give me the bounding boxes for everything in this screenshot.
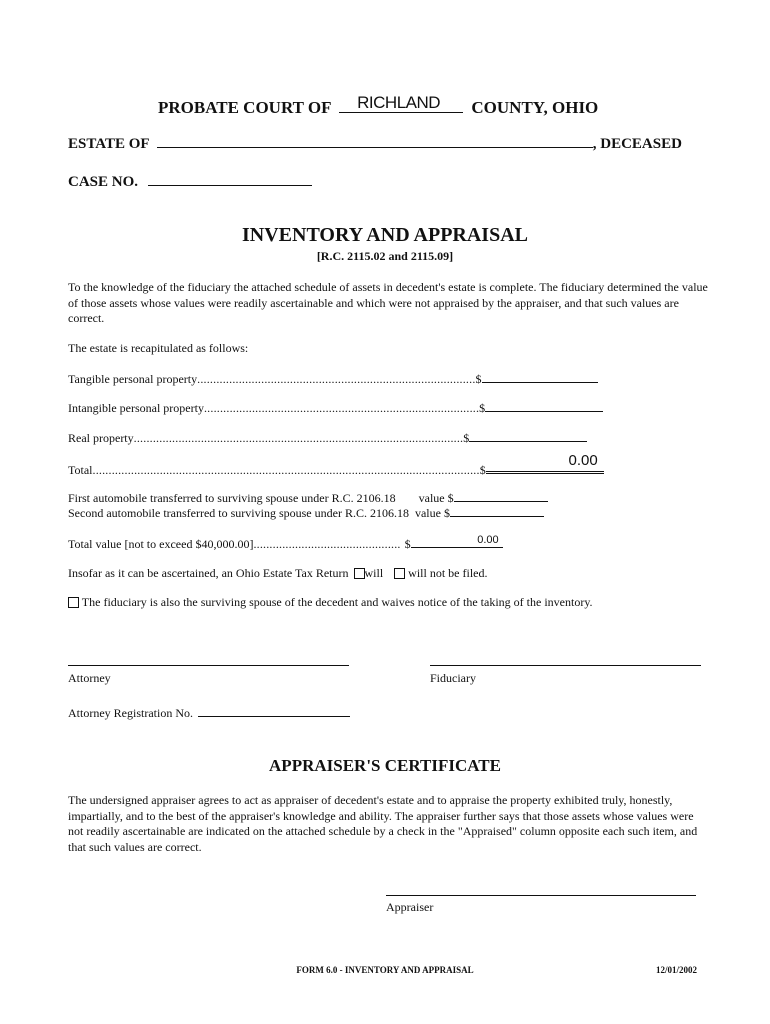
first-automobile-label: First automobile transferred to surviving spouse under R.C. 2106.18 — [68, 491, 396, 505]
county-field[interactable] — [339, 94, 463, 113]
court-suffix: COUNTY, OHIO — [471, 98, 599, 117]
leader-dots: .............................................. — [253, 537, 401, 551]
will-checkbox[interactable] — [354, 568, 365, 579]
leader-dots: ....................................................................................... — [197, 372, 476, 386]
court-prefix: PROBATE COURT OF — [158, 98, 331, 117]
first-automobile-value-label: value $ — [418, 491, 454, 505]
statute-reference: [R.C. 2115.02 and 2115.09] — [316, 249, 454, 263]
will-not-checkbox[interactable] — [394, 568, 405, 579]
intangible-label: Intangible personal property — [68, 401, 204, 415]
attorney-signature-line[interactable] — [68, 665, 349, 666]
spouse-waiver-text: The fiduciary is also the surviving spouse of the decedent and waives notice of the taking of the inventory. — [81, 595, 593, 609]
leader-dots: ......................................................................................................................... — [92, 463, 480, 477]
will-not-label: will not be filed. — [408, 566, 488, 580]
case-number-field[interactable] — [148, 171, 312, 186]
real-property-value-field[interactable] — [469, 430, 587, 442]
tangible-row — [68, 371, 598, 387]
spouse-waiver-row — [68, 595, 593, 610]
certificate-body: The undersigned appraiser agrees to act as appraiser of decedent's estate and to appraise the property exhibited truly, honestly, impartially, and to the best of the appraiser's knowledge and ability. The appraiser further says that those assets whose values were not readily ascertainable are indicated on the attached schedule by a check in the "Appraised" column opposite each such item, and that such values are correct. — [68, 793, 698, 854]
currency-sign: $ — [475, 372, 482, 386]
real-property-row — [68, 430, 587, 446]
currency-sign: $ — [463, 431, 470, 445]
total-row — [68, 452, 604, 478]
footer-form-label: FORM 6.0 - INVENTORY AND APPRAISAL — [296, 965, 474, 975]
certificate-title: APPRAISER'S CERTIFICATE — [269, 756, 501, 775]
county-value: RICHLAND — [357, 93, 441, 112]
first-automobile-row — [68, 490, 548, 506]
currency-sign: $ — [479, 401, 486, 415]
intro-paragraph: To the knowledge of the fiduciary the attached schedule of assets in decedent's estate is complete. The fiduciary determined the value of those assets whose values were readily ascertainable and which were not appraised by the appraiser, and that such values are correct. — [68, 280, 708, 325]
first-automobile-value-field[interactable] — [454, 490, 548, 502]
currency-sign: $ — [404, 537, 411, 551]
fiduciary-signature-line[interactable] — [430, 665, 701, 666]
appraiser-label: Appraiser — [386, 900, 434, 914]
case-row — [68, 171, 312, 191]
registration-field[interactable] — [198, 705, 350, 717]
spouse-waiver-checkbox[interactable] — [68, 597, 79, 608]
case-label: CASE NO. — [68, 174, 139, 190]
form-title: INVENTORY AND APPRAISAL — [241, 224, 528, 246]
footer-date: 12/01/2002 — [656, 965, 698, 975]
will-label: will — [364, 566, 384, 580]
leader-dots: ....................................................................................................... — [133, 431, 464, 445]
estate-label: ESTATE OF — [68, 136, 149, 152]
court-heading — [158, 94, 598, 118]
automobile-total-field[interactable] — [411, 536, 503, 548]
real-property-label: Real property — [68, 431, 134, 445]
registration-label: Attorney Registration No. — [68, 706, 193, 720]
deceased-label: , DECEASED — [592, 136, 682, 152]
tangible-value-field[interactable] — [482, 371, 598, 383]
total-label: Total — [68, 463, 93, 477]
leader-dots: ...................................................................................... — [203, 401, 480, 415]
second-automobile-value-field[interactable] — [450, 505, 544, 517]
total-value: 0.00 — [568, 452, 598, 469]
currency-sign: $ — [479, 463, 486, 477]
intangible-value-field[interactable] — [485, 400, 603, 412]
estate-row — [68, 133, 682, 153]
second-automobile-row — [68, 505, 544, 521]
registration-row — [68, 705, 350, 721]
appraiser-signature-line[interactable] — [386, 895, 696, 896]
total-value-field[interactable] — [486, 452, 604, 474]
fiduciary-label: Fiduciary — [430, 671, 476, 685]
tax-return-row — [68, 566, 488, 581]
automobile-total-row — [68, 536, 503, 552]
attorney-label: Attorney — [68, 671, 111, 685]
recap-label: The estate is recapitulated as follows: — [68, 341, 249, 355]
automobile-total-label: Total value [not to exceed $40,000.00] — [68, 537, 254, 551]
tangible-label: Tangible personal property — [68, 372, 198, 386]
tax-return-prefix: Insofar as it can be ascertained, an Ohio Estate Tax Return — [68, 566, 349, 580]
second-automobile-label: Second automobile transferred to surviving spouse under R.C. 2106.18 — [68, 506, 409, 520]
intangible-row — [68, 400, 603, 416]
estate-name-field[interactable] — [157, 133, 593, 148]
second-automobile-value-label: value $ — [414, 506, 450, 520]
automobile-total-value: 0.00 — [477, 534, 499, 546]
